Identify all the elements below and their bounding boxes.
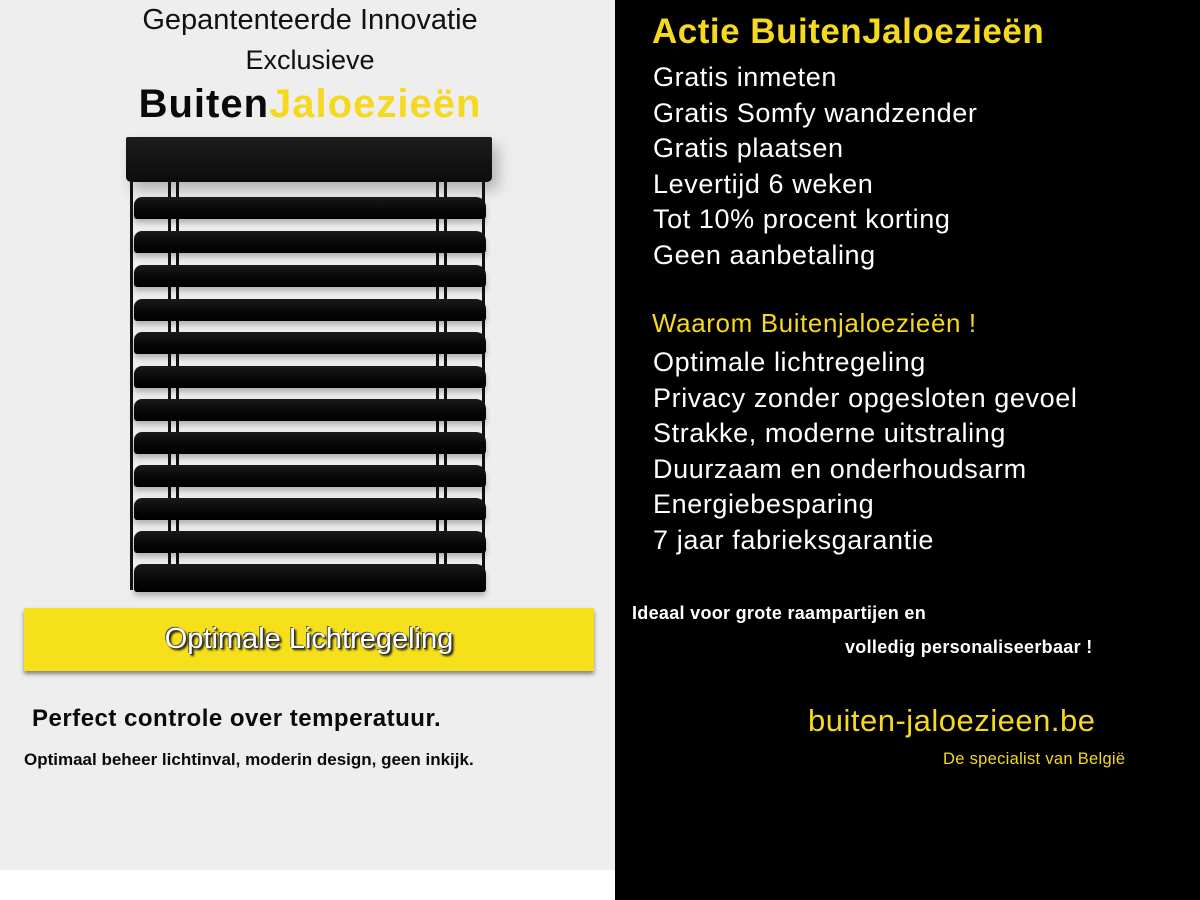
ideal-line-2: volledig personaliseerbaar ! [845,637,1093,657]
blind-slat [134,498,486,520]
blind-cord [130,180,133,590]
offer-item: Gratis inmeten [653,62,837,92]
offer-item: Gratis plaatsen [653,133,844,163]
blind-illustration [120,130,500,600]
offer-item: Levertijd 6 weken [653,168,874,199]
benefit-item: 7 jaar fabrieksgarantie [653,524,934,555]
blind-slat [134,332,486,354]
benefit-list [653,345,1077,558]
blind-slat [134,465,486,487]
left-bottom-strip [0,870,615,900]
promo-title: Actie BuitenJaloezieën [652,12,1045,51]
blind-slat [134,564,486,592]
temperature-headline: Perfect controle over temperatuur. [32,705,442,732]
offer-item: Tot 10% procent korting [653,204,951,234]
blind-slat [134,265,486,287]
brand-title-dark: Buiten [138,82,270,126]
offer-item: Gratis Somfy wandzender [653,97,978,128]
why-title: Waarom Buitenjaloezieën ! [652,308,977,338]
banner-label: Optimale Lichtregeling [164,623,454,655]
features-subline: Optimaal beheer lichtinval, moderin design, geen inkijk. [24,750,474,769]
light-control-banner [24,608,594,671]
header-exclusive: Exclusieve [245,45,375,75]
benefit-item: Energiebesparing [653,489,875,519]
website-link[interactable]: buiten-jaloezieen.be [808,703,1096,738]
brand-title-accent: Jaloezieën [269,82,482,126]
blind-slat [134,531,486,553]
tagline: De specialist van België [943,750,1126,768]
benefit-item: Optimale lichtregeling [653,347,926,377]
benefit-item: Privacy zonder opgesloten gevoel [653,382,1078,413]
brand-title [0,82,620,127]
blind-slat [134,399,486,421]
offer-list [653,60,977,273]
benefit-item: Strakke, moderne uitstraling [653,418,1006,448]
benefit-item: Duurzaam en onderhoudsarm [653,453,1027,484]
blind-headrail [126,137,492,182]
ideal-line-1: Ideaal voor grote raampartijen en [632,603,926,623]
offer-item: Geen aanbetaling [653,239,876,270]
blind-slat [134,366,486,388]
header-innovation: Gepantenteerde Innovatie [142,4,478,36]
blind-slat [134,432,486,454]
blind-slat [134,231,486,253]
blind-slat [134,197,486,219]
blind-slat [134,299,486,321]
